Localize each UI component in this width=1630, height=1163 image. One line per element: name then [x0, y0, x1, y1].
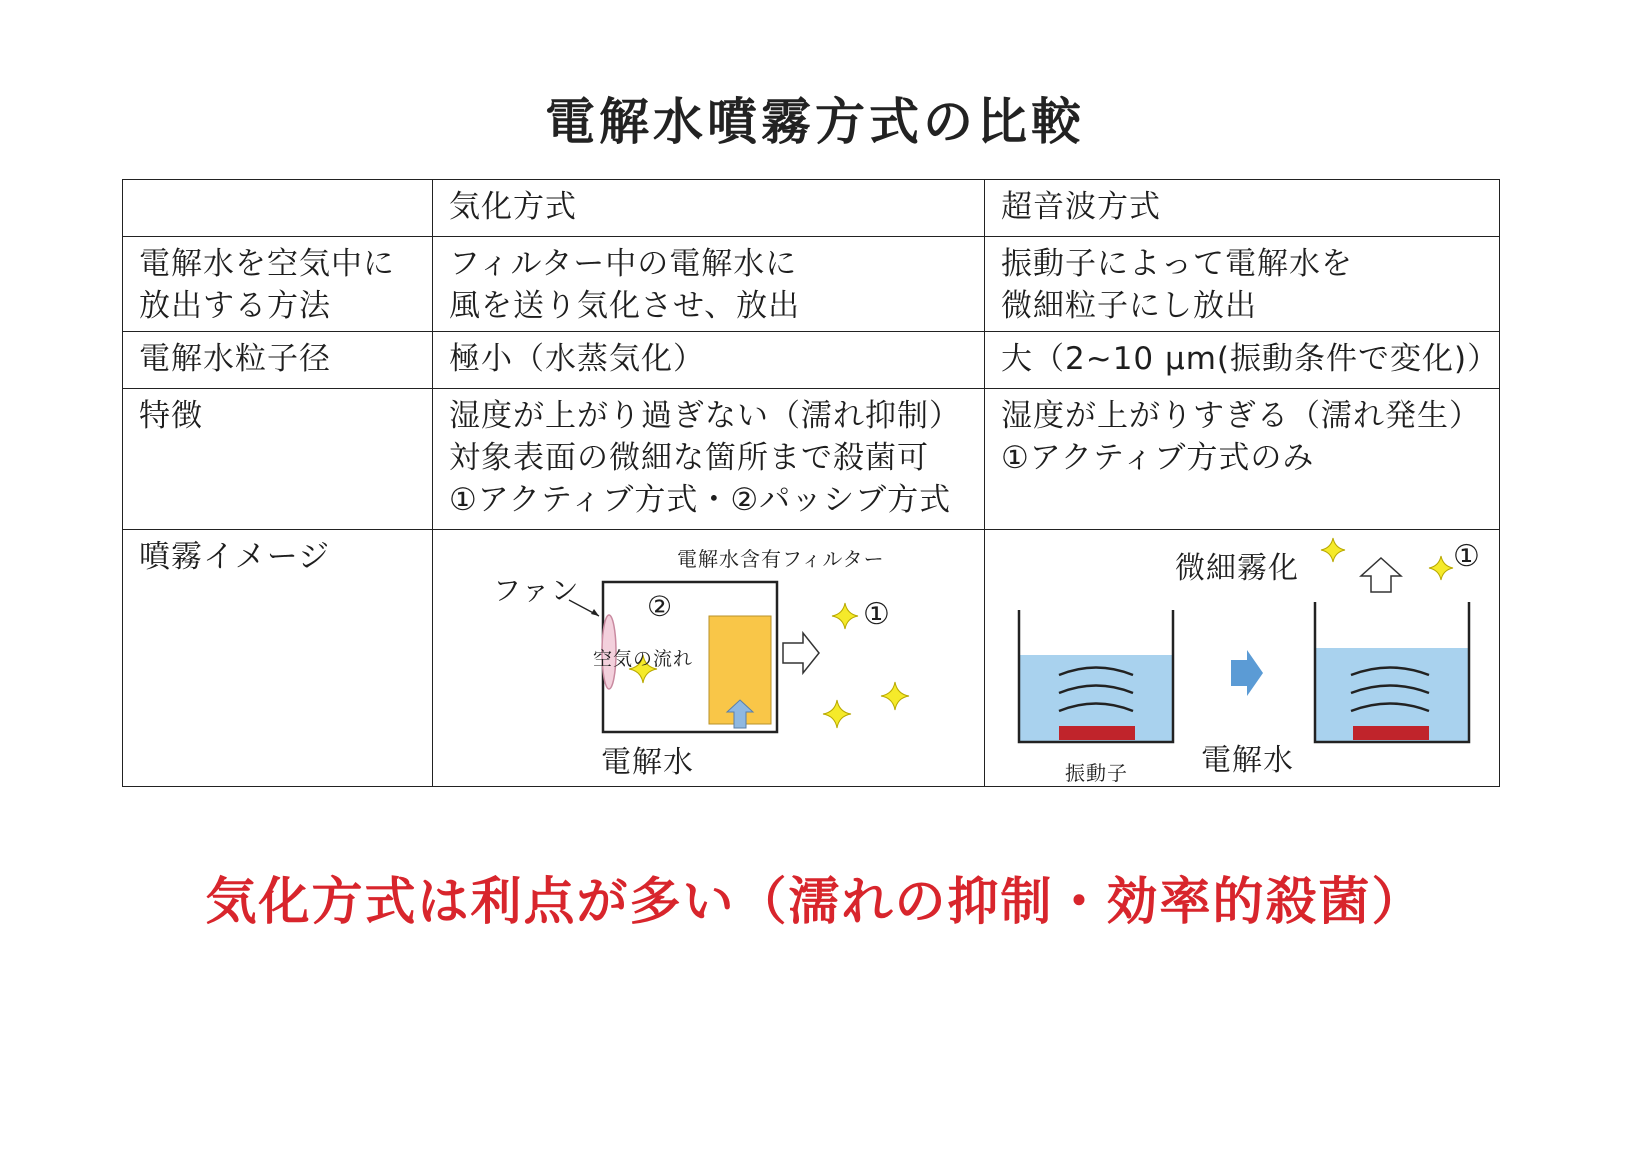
ultrasonic-diagram: [985, 530, 1499, 786]
row-label-release-method: [123, 237, 433, 332]
cell-ultrasonic-features: [985, 389, 1500, 530]
cell-line: 振動子によって電解水を: [1001, 246, 1353, 282]
fan-label: ファン: [493, 574, 580, 607]
process-arrow-icon: [1231, 650, 1263, 696]
cell-ultrasonic-method: [985, 237, 1500, 332]
airflow-label: 空気の流れ: [593, 648, 694, 670]
output-arrow-icon: [783, 633, 819, 673]
cell-vaporization-method: [433, 237, 985, 332]
vaporization-diagram: [433, 530, 984, 786]
conclusion-text: 気化方式は利点が多い（濡れの抑制・効率的殺菌）: [205, 873, 1425, 932]
cell-ultrasonic-image: [985, 530, 1500, 787]
cell-line: 大（2~10 μm(振動条件で変化)）: [1001, 341, 1500, 377]
sparkle-icon: [832, 603, 858, 629]
header-ultrasonic: 超音波方式: [985, 180, 1500, 237]
sparkle-icon: [881, 682, 909, 710]
table-row: [123, 389, 1500, 530]
table-row: [123, 530, 1500, 787]
cell-line: 湿度が上がりすぎる（濡れ発生）: [1001, 398, 1481, 434]
water-label: 電解水: [1201, 743, 1294, 778]
table-header-row: [123, 180, 1500, 237]
cell-line: ①アクティブ方式のみ: [1001, 440, 1315, 476]
cell-vaporization-image: [433, 530, 985, 787]
vibrator-label: 振動子: [1065, 761, 1128, 785]
sparkle-icon: [823, 700, 851, 728]
row-label-spray-image: [123, 530, 433, 787]
active-marker: ①: [1453, 539, 1481, 574]
mist-up-arrow-icon: [1361, 558, 1401, 592]
cell-vaporization-features: [433, 389, 985, 530]
comparison-table: [122, 179, 1500, 787]
cell-line: 風を送り気化させ、放出: [449, 288, 801, 324]
table-row: [123, 332, 1500, 389]
header-cell-empty: [123, 180, 433, 237]
cell-line: ①アクティブ方式・②パッシブ方式: [449, 482, 952, 518]
fan-pointer-head: [591, 609, 599, 616]
vibrator-block: [1353, 726, 1429, 740]
cell-line: 対象表面の微細な箇所まで殺菌可: [449, 440, 929, 476]
cell-ultrasonic-particle: [985, 332, 1500, 389]
cell-line: 湿度が上がり過ぎない（濡れ抑制）: [449, 398, 961, 434]
cell-line: 微細粒子にし放出: [1001, 288, 1257, 324]
filter-label: 電解水含有フィルター: [677, 547, 885, 571]
passive-marker: ②: [647, 590, 674, 623]
sparkle-icon: [1321, 538, 1345, 562]
cell-line: 電解水を空気中に: [139, 246, 395, 282]
mist-label: 微細霧化: [1175, 551, 1299, 586]
cell-line: 電解水粒子径: [139, 341, 331, 377]
active-marker: ①: [863, 597, 891, 632]
vibrator-block: [1059, 726, 1135, 740]
cell-line: 噴霧イメージ: [139, 539, 331, 575]
cell-line: 極小（水蒸気化）: [449, 341, 705, 377]
sparkle-icon: [1429, 556, 1453, 580]
cell-line: 特徴: [139, 398, 203, 434]
row-label-particle-size: [123, 332, 433, 389]
row-label-features: [123, 389, 433, 530]
header-vaporization: 気化方式: [433, 180, 985, 237]
cell-vaporization-particle: [433, 332, 985, 389]
page-title: 電解水噴霧方式の比較: [545, 93, 1085, 151]
water-label: 電解水: [601, 745, 694, 780]
cell-line: フィルター中の電解水に: [449, 246, 798, 282]
table-row: [123, 237, 1500, 332]
cell-line: 放出する方法: [139, 288, 331, 324]
